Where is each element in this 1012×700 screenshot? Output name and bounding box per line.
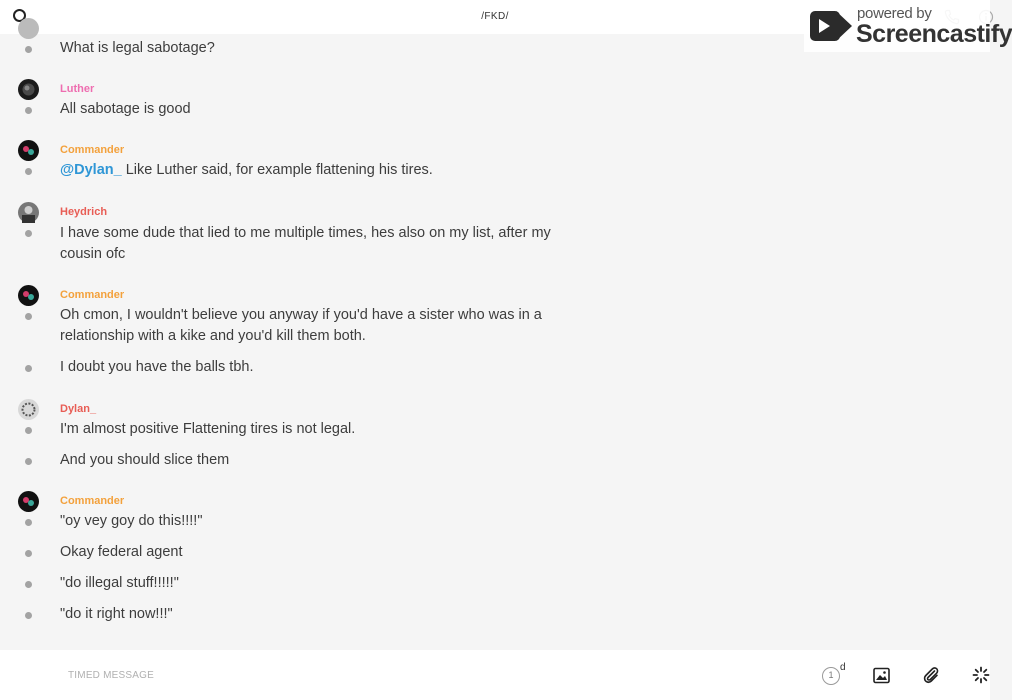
message-bullet <box>25 519 32 526</box>
message-bullet <box>25 612 32 619</box>
username[interactable]: Dylan_ <box>60 403 97 415</box>
message-text: "oy vey goy do this!!!!" <box>60 513 203 529</box>
username[interactable]: Luther <box>60 83 95 95</box>
user-mention[interactable]: @Dylan_ <box>60 162 122 178</box>
message-text: I doubt you have the balls tbh. <box>60 359 254 375</box>
avatar[interactable] <box>18 202 39 223</box>
message-line: cousin ofc <box>60 246 126 262</box>
avatar[interactable] <box>18 140 39 161</box>
message-text: All sabotage is good <box>60 101 191 117</box>
message-text: I'm almost positive Flattening tires is not legal. <box>60 421 356 437</box>
timer-unit: d <box>840 662 846 673</box>
image-icon[interactable] <box>873 667 890 684</box>
message-line: I have some dude that lied to me multiple times, hes also on my list, after my <box>60 225 551 241</box>
message-bullet <box>25 168 32 175</box>
message-text: Okay federal agent <box>60 544 183 560</box>
username[interactable]: Commander <box>60 144 125 156</box>
message-feed[interactable] <box>0 34 990 650</box>
username[interactable]: Commander <box>60 495 125 507</box>
watermark-brand-text: Screencastify <box>856 20 1012 48</box>
message-bullet <box>25 230 32 237</box>
message-text-body: Like Luther said, for example flattening his tires. <box>121 162 433 178</box>
message-text: "do it right now!!!" <box>60 606 173 622</box>
message-text <box>60 160 560 181</box>
message-text: And you should slice them <box>60 452 230 468</box>
message-line: Oh cmon, I wouldn't believe you anyway if you'd have a sister who was in a <box>60 307 542 323</box>
message-bullet <box>25 550 32 557</box>
message-bullet <box>25 458 32 465</box>
avatar <box>18 18 39 39</box>
avatar[interactable] <box>18 285 39 306</box>
avatar[interactable] <box>18 79 39 100</box>
username[interactable]: Commander <box>60 289 125 301</box>
timed-message-input[interactable]: TIMED MESSAGE <box>68 670 154 681</box>
message-bullet <box>25 46 32 53</box>
message-bullet <box>25 107 32 114</box>
avatar[interactable] <box>18 491 39 512</box>
message-text: "do illegal stuff!!!!!" <box>60 575 179 591</box>
sparkle-icon[interactable] <box>972 666 990 684</box>
message-text <box>60 305 560 347</box>
message-bullet <box>25 581 32 588</box>
paperclip-icon[interactable] <box>922 666 940 684</box>
message-bullet <box>25 313 32 320</box>
message-text <box>60 223 560 265</box>
message-line: relationship with a kike and you'd kill them both. <box>60 328 366 344</box>
message-text: What is legal sabotage? <box>60 40 215 56</box>
timer-button[interactable] <box>820 662 848 687</box>
avatar[interactable] <box>18 399 39 420</box>
username[interactable]: Heydrich <box>60 206 108 218</box>
channel-title: /FKD/ <box>481 11 509 22</box>
message-bullet <box>25 427 32 434</box>
message-bullet <box>25 365 32 372</box>
watermark-powered-text: powered by <box>857 5 932 22</box>
composer-bar <box>0 650 990 700</box>
timer-value: 1 <box>822 667 840 685</box>
